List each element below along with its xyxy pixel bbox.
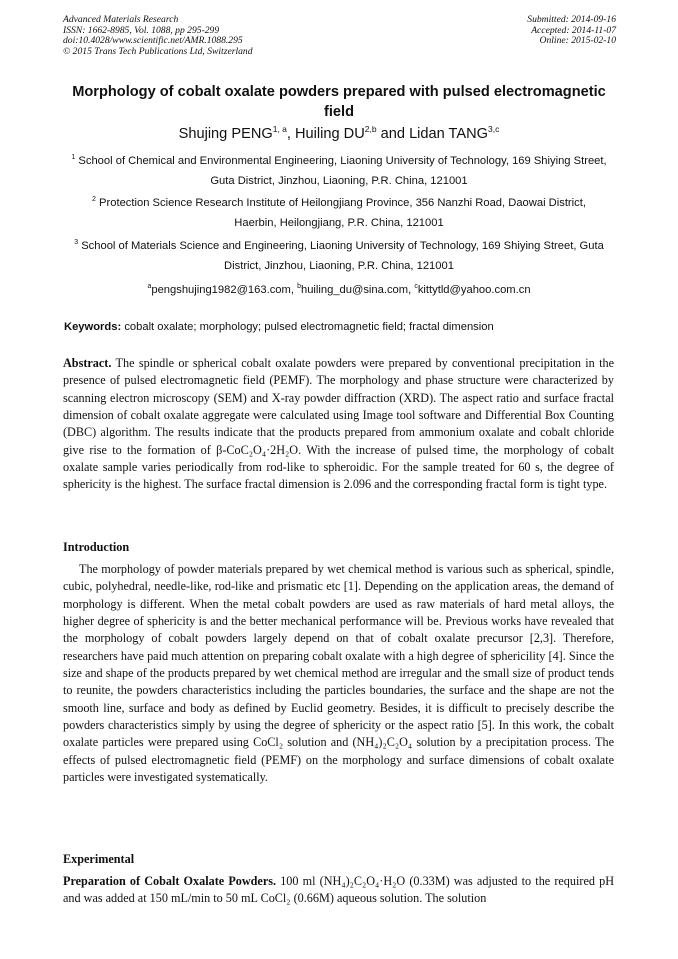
abstract-text: . With the increase of pulsed time, the morphology of cobalt oxalate sample varies periodically from rod-like to spheroidic. For the sample treated for 60 s, the degree of sphericity is the highest. The surface fractal dimension is 2.096 and the corresponding fractal form is tight type. (63, 442, 614, 492)
affiliation (70, 151, 608, 191)
experimental-text: 100 ml (276, 874, 320, 888)
keywords (64, 319, 619, 335)
paper-title: Morphology of cobalt oxalate powders prepared with pulsed electromagnetic field (72, 84, 606, 120)
author-name: Lidan TANG (409, 126, 489, 142)
author-name: Shujing PENG (178, 126, 273, 142)
affiliation-text: School of Chemical and Environmental Engineering, Liaoning University of Technology, 169 Shiying Street, Guta District, Jinzhou, Liaoning, P.R. China, 121001 (78, 155, 607, 187)
email-superscript: b (297, 283, 301, 290)
section-heading-introduction: Introduction (63, 540, 130, 554)
author-superscript: 3,c (488, 124, 500, 134)
affiliation-number: 2 (92, 196, 96, 203)
author-superscript: 2,b (364, 124, 377, 134)
affiliation-number: 3 (74, 239, 79, 246)
submitted-date: Submitted: 2014-09-16 (527, 14, 616, 25)
formula: (NH₄)₂C₂O₄ (352, 735, 413, 750)
email-address: kittytld@yahoo.com.cn (417, 284, 531, 296)
author-superscript: 1, a (272, 124, 287, 134)
author-separator: , (286, 126, 296, 142)
keywords-text: cobalt oxalate; morphology; pulsed electromagnetic field; fractal dimension (124, 321, 494, 333)
email-address: huiling_du@sina.com (300, 284, 409, 296)
submission-dates (527, 15, 616, 47)
formula: CoCl₂ (260, 891, 291, 906)
email-superscript: a (147, 283, 152, 290)
journal-info (63, 15, 253, 57)
introduction-text: The morphology of powder materials prepared by wet chemical method is various such as spherical, spindle, cubic, polyhedral, needle-like, rod-like and prismatic etc [1]. Depending on the application areas, the demand of morphology is different. When the metal cobalt powders are used as raw materials of hard metal alloys, the higher degree of sphericity is and the better mechanical performance will be. Previous works have revealed that the morphology of cobalt powders largely depend on that of cobalt oxalate precursor [2,3]. Therefore, researchers have paid much attention on preparing cobalt oxalate with a high degree of sphericility [4]. Since the size and shape of the products prepared by wet chemical method are irregular and the small size of product tends to reunite, the powders characteristics including the particles boundaries, the surface and the shape are not the smooth line, surface and body as defined by Euclid geometry. Besides, it is difficult to precisely describe the powders characteristics simply by using the degree of sphericity or the aspect ratio [5]. In this work, the cobalt oxalate particles were prepared using (63, 562, 614, 750)
abstract (63, 355, 614, 494)
doi-line: doi:10.4028/www.scientific.net/AMR.1088.295 (63, 35, 243, 47)
abstract-text: The spindle or spherical cobalt oxalate powders were prepared by conventional precipitation in the presence of pulsed electromagnetic field (PEMF). The morphology and phase structure were characterized by scanning electron microscopy (SEM) and X-ray powder diffraction (XRD). The aspect ratio and surface fractal dimension of cobalt oxalate aggregate were calculated using Image tool software and Differential Box Counting (DBC) algorithm. The results indicate that the products prepared from ammonium oxalate and cobalt chloride give rise to the formation of (63, 356, 615, 457)
email-line: $^a$pengshujing1982@163.com, $^b$huiling_du@sina.com, $^c$kittytld@yahoo.com.cn (147, 283, 531, 296)
abstract-formula: β-CoC₂O₄·2H₂O (216, 442, 299, 457)
abstract-label: Abstract. (63, 356, 112, 370)
experimental-subheading: Preparation of Cobalt Oxalate Powders. (63, 874, 277, 888)
introduction-text: solution by a precipitation process. The effects of pulsed electromagnetic field (PEMF) on the morphology and surface dimensions of cobalt oxalate particles were investigated systematically. (63, 735, 614, 785)
introduction-paragraph (63, 561, 614, 786)
journal-name: Advanced Materials Research (63, 14, 179, 25)
author-line (60, 125, 618, 143)
accepted-date: Accepted: 2014-11-07 (531, 24, 616, 36)
email-superscript: c (414, 283, 418, 290)
experimental-text: (0.33M) was adjusted to the required pH and was added at 150 mL/min to 50 mL (63, 874, 614, 906)
copyright-line: © 2015 Trans Tech Publications Ltd, Switzerland (63, 45, 253, 57)
experimental-text: (0.66M) aqueous solution. The solution (290, 891, 487, 906)
formula: CoCl₂ (253, 735, 284, 750)
formula: (NH₄)₂C₂O₄·H₂O (319, 874, 406, 888)
affiliation-text: School of Materials Science and Engineering, Liaoning University of Technology, 169 Shiying Street, Guta District, Jinzhou, Liaoning, P.R. China, 121001 (81, 240, 604, 272)
affiliation (70, 193, 608, 233)
email-address: pengshujing1982@163.com (151, 284, 291, 296)
introduction-text: solution and (283, 735, 353, 750)
issn-line: ISSN: 1662-8985, Vol. 1088, pp 295-299 (63, 24, 220, 36)
affiliation-text: Protection Science Research Institute of Heilongjiang Province, 356 Nanzhi Road, Daowai District, Haerbin, Heilongjiang, P.R. China, 121001 (99, 197, 586, 229)
section-heading-experimental: Experimental (63, 852, 135, 866)
author-name: Huiling DU (295, 126, 365, 142)
experimental-paragraph (63, 873, 614, 908)
affiliation (70, 236, 608, 276)
affiliation-number: 1 (71, 154, 76, 161)
keywords-label: Keywords: (64, 321, 122, 333)
author-separator: and (376, 126, 410, 142)
online-date: Online: 2015-02-10 (539, 35, 616, 47)
